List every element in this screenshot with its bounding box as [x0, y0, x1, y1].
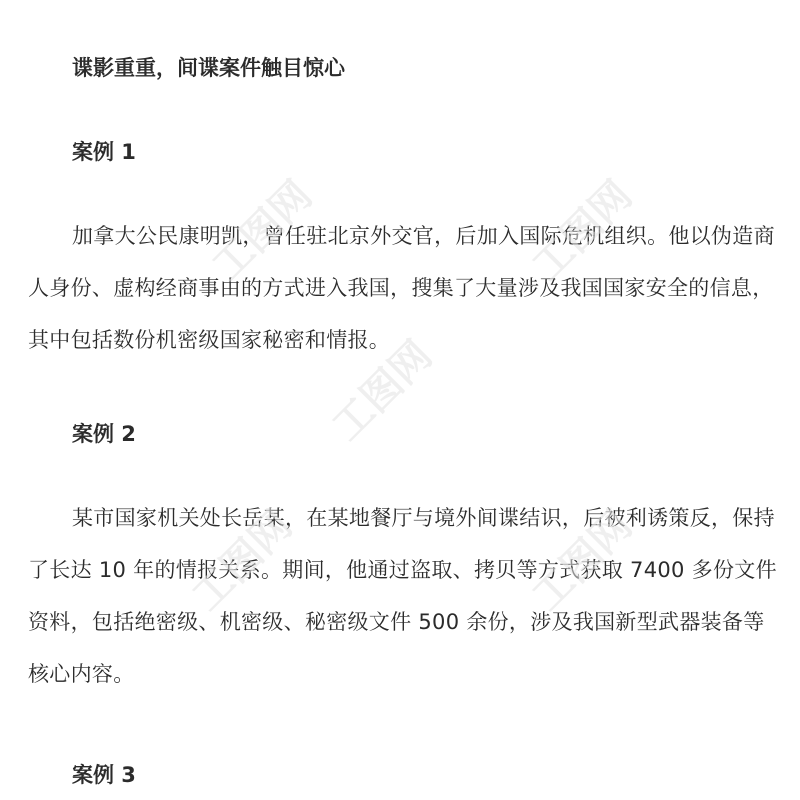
case-1-heading: 案例 1	[72, 140, 136, 164]
case-1-text: 加拿大公民康明凯，曾任驻北京外交官，后加入国际危机组织。他以伪造商人身份、虚构经商事由的方式进入我国，搜集了大量涉及我国国家安全的信息，其中包括数份机密级国家秘密和情报。	[28, 224, 775, 352]
watermark: 工图网	[523, 172, 642, 290]
watermark: 工图网	[523, 502, 642, 620]
case-2-heading: 案例 2	[72, 422, 136, 446]
case-3-heading: 案例 3	[72, 763, 136, 787]
watermark: 工图网	[203, 172, 322, 290]
article-title: 谍影重重，间谍案件触目惊心	[72, 56, 345, 80]
watermark: 工图网	[183, 502, 302, 620]
case-2-text: 某市国家机关处长岳某，在某地餐厅与境外间谍结识，后被利诱策反，保持了长达 10 年的情报关系。期间，他通过盗取、拷贝等方式获取 7400 多份文件资料，包括绝密级、机密级、秘密级文件 500 余份，涉及我国新型武器装备等核心内容。	[28, 506, 777, 686]
watermark: 工图网	[323, 332, 442, 450]
